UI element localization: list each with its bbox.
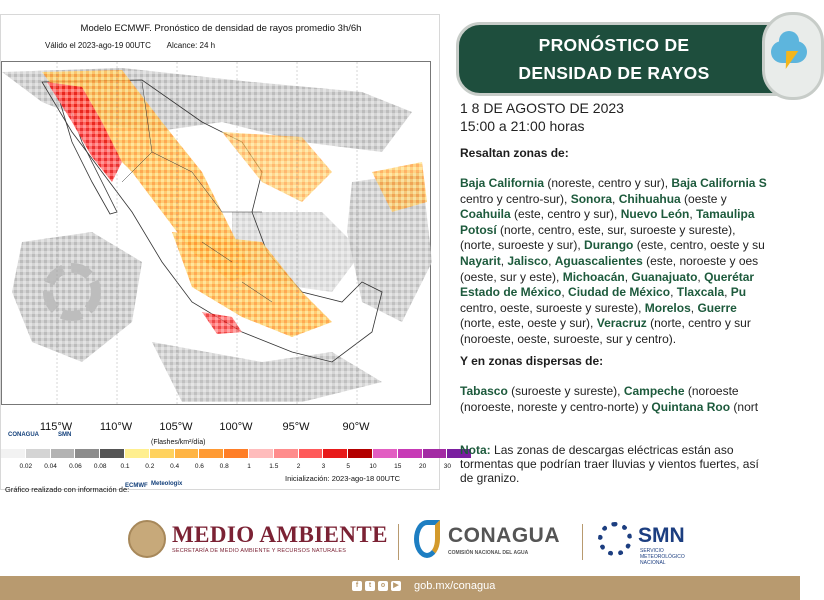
state-name: Querétar [704, 269, 755, 284]
region-detail: centro, oeste, suroeste y sureste), [460, 300, 645, 315]
smn-subtitle: SERVICIO METEOROLÓGICO NACIONAL [640, 548, 685, 566]
region-detail: , [548, 253, 555, 268]
state-name: Guerre [697, 300, 737, 315]
map-range: Alcance: 24 h [166, 41, 216, 50]
gray-field-south [152, 342, 382, 402]
panel-title-line2: DENSIDAD DE RAYOS [518, 63, 710, 83]
region-detail: (oeste, sur y este), [460, 269, 563, 284]
scale-unit: (Flashes/km²/día) [151, 439, 206, 446]
scale-value-label: 1 [247, 463, 251, 470]
region-detail: , [612, 191, 619, 206]
region-detail: (noroeste [684, 384, 739, 398]
state-name: Tabasco [460, 384, 508, 398]
map-valid-date: Válido el 2023-ago-19 00UTC [45, 41, 151, 50]
footer-divider [398, 524, 399, 560]
longitude-label: 115°W [39, 421, 73, 433]
state-name: Quintana Roo [651, 399, 731, 414]
storm-icon [762, 12, 824, 100]
state-name: Coahuila [460, 207, 511, 222]
scale-value-label: 0.08 [93, 463, 107, 470]
scale-value-label: 0.02 [19, 463, 33, 470]
scale-swatch [398, 449, 423, 458]
scale-swatch [51, 449, 76, 458]
panel-title [459, 31, 769, 87]
scale-swatch [348, 449, 373, 458]
scale-swatch [175, 449, 200, 458]
scale-value-label: 30 [443, 463, 452, 470]
longitude-label: 100°W [219, 421, 253, 433]
state-name: Tamaulipa [696, 207, 755, 222]
region-detail: centro y centro-sur), [460, 191, 571, 206]
state-name: Tlaxcala [676, 285, 725, 300]
scale-swatch [423, 449, 448, 458]
region-detail: (norte, centro, este, sur, suroeste y sureste), [496, 222, 736, 237]
scale-value-label: 3 [321, 463, 326, 470]
bottom-bar [0, 576, 800, 600]
scale-value-label: 0.04 [44, 463, 57, 470]
color-scale [1, 449, 472, 458]
scale-swatch [323, 449, 348, 458]
state-name: Veracruz [596, 316, 647, 331]
region-detail: (este, noroeste y oes [642, 253, 759, 268]
panel-title-line1: PRONÓSTICO DE [538, 35, 690, 55]
youtube-icon[interactable]: ▶ [391, 581, 401, 591]
scale-value-label: 0.6 [194, 463, 204, 470]
scale-swatch [100, 449, 125, 458]
forecast-date: 1 8 DE AGOSTO DE 2023 [460, 100, 624, 116]
social-links [352, 581, 401, 591]
forecast-map-panel [0, 14, 452, 494]
state-name: Pu [730, 285, 747, 300]
region-detail: , [670, 285, 677, 300]
ecmwf-logo: ECMWF [125, 483, 148, 489]
state-name: Michoacán [562, 269, 625, 284]
region-detail: , [689, 207, 697, 222]
note-line: Las zonas de descargas eléctricas están aso [494, 443, 734, 457]
region-detail: , [624, 269, 632, 284]
scale-swatch [26, 449, 51, 458]
medio-ambiente-subtitle: SECRETARÍA DE MEDIO AMBIENTE Y RECURSOS NATURALES [172, 548, 347, 554]
region-detail: , [690, 300, 698, 315]
state-name: Chihuahua [618, 191, 681, 206]
longitude-label: 105°W [159, 421, 193, 433]
region-detail: , [724, 285, 731, 300]
region-detail: (nort [730, 399, 759, 414]
state-name: Jalisco [507, 253, 549, 268]
scale-value-label: 2 [296, 463, 301, 470]
scale-value-label: 20 [418, 463, 427, 470]
footer-divider [582, 524, 583, 560]
region-detail: (noroeste, noreste y centro-norte) y [460, 399, 652, 414]
region-detail: (este, centro y sur), [510, 207, 621, 222]
map-title: Modelo ECMWF. Pronóstico de densidad de rayos promedio 3h/6h [80, 23, 362, 34]
note-line: de granizo. [460, 471, 520, 485]
red-core-southwest [202, 312, 242, 334]
forecast-hours: 15:00 a 21:00 horas [460, 118, 585, 134]
scale-value-label: 5 [346, 463, 350, 470]
state-name: Baja California S [671, 176, 767, 190]
section-heading-main: Resaltan zonas de: [460, 146, 569, 160]
region-detail: (noreste, centro y sur), [544, 176, 672, 190]
longitude-label: 90°W [342, 421, 370, 433]
scale-swatch [224, 449, 249, 458]
state-name: Ciudad de México [568, 285, 671, 300]
scale-swatch [150, 449, 175, 458]
region-detail: (norte, centro y sur [646, 316, 751, 331]
note-text [460, 443, 800, 487]
scale-swatch [299, 449, 324, 458]
scale-swatch [274, 449, 299, 458]
state-name: Estado de México [460, 285, 562, 300]
smn-logo-icon [598, 522, 632, 556]
state-name: Nuevo León [620, 207, 690, 222]
scale-swatch [373, 449, 398, 458]
region-detail: (oeste y [680, 191, 727, 206]
map-subtitle [45, 41, 229, 50]
twitter-icon[interactable]: t [365, 581, 375, 591]
footer-logos [0, 512, 800, 576]
state-name: Nayarit [460, 253, 501, 268]
conagua-title: CONAGUA [448, 524, 560, 547]
scale-value-label: 1.5 [269, 463, 279, 470]
scale-value-label: 15 [394, 463, 402, 470]
scale-swatch [1, 449, 26, 458]
scale-swatch [75, 449, 100, 458]
scale-value-label: 0.1 [120, 463, 130, 470]
conagua-logo-icon [414, 520, 440, 558]
zones-dispersed-text [460, 384, 800, 418]
state-name: Campeche [623, 384, 685, 398]
scale-value-label: 0.06 [69, 463, 82, 470]
region-detail: (norte, suroeste y sur), [460, 238, 585, 253]
medio-ambiente-title: MEDIO AMBIENTE [172, 522, 388, 547]
region-detail: (noroeste, oeste, suroeste, sur y centro). [460, 331, 677, 346]
state-name: Aguascalientes [554, 253, 643, 268]
instagram-icon[interactable]: o [378, 581, 388, 591]
note-line: tormentas que podrían traer lluvias y vientos fuertes, así [460, 457, 759, 471]
state-name: Durango [584, 238, 634, 253]
state-name: Baja California [460, 176, 545, 190]
section-heading-dispersed: Y en zonas dispersas de: [460, 354, 604, 368]
gray-field-pacific [12, 232, 142, 362]
conagua-subtitle: COMISIÓN NACIONAL DEL AGUA [448, 550, 529, 556]
region-detail: (este, centro, oeste y su [633, 238, 765, 253]
region-detail: , [697, 269, 705, 284]
scale-value-label: 0.4 [170, 463, 180, 470]
region-detail: (suroeste y sureste), [507, 384, 624, 398]
map-initialization: Inicialización: 2023-ago-18 00UTC [285, 474, 401, 483]
state-name: Morelos [644, 300, 691, 315]
title-banner [456, 22, 786, 96]
state-name: Sonora [570, 191, 613, 206]
region-detail: , [500, 253, 508, 268]
region-detail: , [561, 285, 569, 300]
map-conagua-logo: CONAGUA [8, 432, 39, 438]
scale-swatch [249, 449, 274, 458]
facebook-icon[interactable]: f [352, 581, 362, 591]
meteologix-logo: Meteologix [151, 481, 183, 487]
scale-value-label: 0.8 [219, 463, 229, 470]
map-credit: Gráfico realizado con información de: [5, 485, 130, 494]
longitude-label: 110°W [99, 421, 133, 433]
note-label: Nota: [460, 443, 491, 457]
state-name: Potosí [460, 222, 497, 237]
map-smn-logo: SMN [58, 432, 72, 438]
longitude-label: 95°W [282, 421, 310, 433]
zones-main-text [460, 176, 800, 346]
national-emblem-icon [128, 520, 166, 558]
scale-value-label: 0.2 [145, 463, 155, 470]
scale-swatch [199, 449, 224, 458]
scale-value-label: 10 [369, 463, 377, 470]
scale-swatch [125, 449, 150, 458]
region-detail: (norte, este, oeste y sur), [460, 316, 597, 331]
gob-url-link[interactable]: gob.mx/conagua [414, 580, 496, 592]
smn-title: SMN [638, 524, 685, 547]
state-name: Guanajuato [631, 269, 698, 284]
map-canvas [2, 62, 432, 406]
